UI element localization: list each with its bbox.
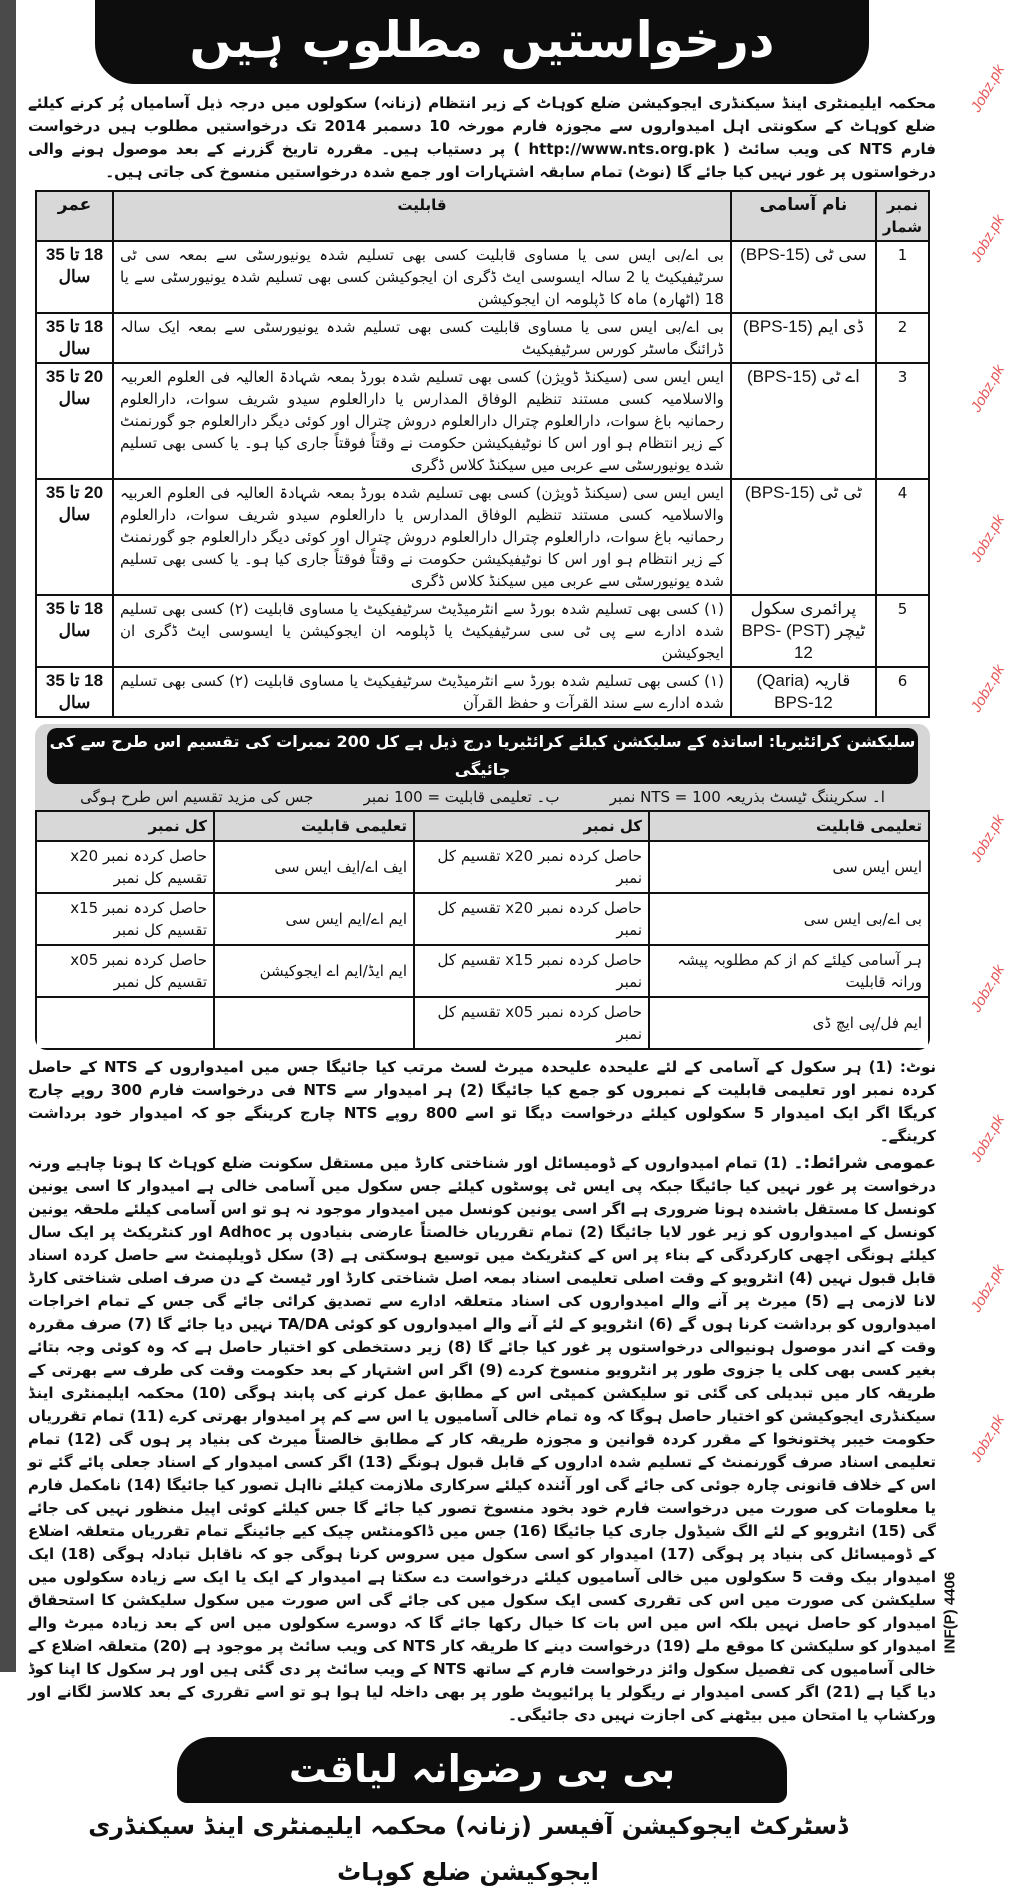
header-serial: نمبر شمار bbox=[876, 191, 929, 241]
age-range: 18 تا 35 bbox=[45, 245, 104, 264]
posts-table bbox=[35, 190, 930, 718]
header-qualification: قابلیت bbox=[113, 191, 731, 241]
age-range: 18 تا 35 bbox=[45, 317, 104, 336]
age-limit bbox=[36, 313, 113, 363]
marks-row bbox=[36, 945, 929, 997]
general-conditions-text: (1) تمام امیدواروں کے ڈومیسائل اور شناختی کارڈ میں مستقل سکونت ضلع کوہاٹ کا ہونا چاہیے ورنہ درخواست پر غور نہیں کیا جائیگا جبکہ پی ایس ٹی پوسٹوں کیلئے جس سکول میں آسامی خالی ہے امیدوار کا اسی یونین کونسل کا مستقل باشندہ ہونا ضروری ہے اگر اسی یونین کونسل میں امیدوار موجود نہ ہو تو اس آسامی کیلئے ملحقہ یونین کونسل کے امیدواروں کو زیر غور لایا جائیگا (2) تمام تقرریاں خالصتاً عارضی بنیادوں پر Adhoc اور کنٹریکٹ پر ایک سال کیلئے ہونگی اچھی کارکردگی کے بناء پر اس کے کنٹریکٹ میں توسیع ہوسکتی ہے (3) سکل ڈویلپمنٹ سے حاصل کردہ اسناد قابل قبول نہیں (4) انٹرویو کے وقت اصلی تعلیمی اسناد بمعہ اصل شناختی کارڈ اور ٹیسٹ کے دن صرف اصلی شناختی کارڈ لانا لازمی ہے (5) میرٹ پر آنے والے امیدواروں کی اسناد متعلقہ ادارے سے تصدیق کرائی جائے گی جس کے تمام اخراجات امیدواروں کو برداشت کرنا ہوں گے (6) انٹرویو کے لئے آنے والے امیدواروں کو کوئی TA/DA نہیں دیا جائے گا (7) صرف مقررہ وقت کے اندر موصول ہونیوالی درخواستوں پر غور کیا جائے گا (8) زیر دستخطی کو اختیار حاصل ہے کہ وہ کوئی وجہ بتائے بغیر کسی بھی کلی یا جزوی طور پر انٹرویو منسوخ کردے (9) اگر اس اشتہار کے بعد حکومت وقت کی طرف سے بھرتی کے طریقہ کار میں تبدیلی کی گئی تو سلیکشن کمیٹی اس کے مطابق عمل کرنے کی پابند ہوگی (10) محکمہ ایلیمنٹری اینڈ سیکنڈری ایجوکیشن کو اختیار حاصل ہوگا کہ وہ تمام خالی آسامیوں یا اس سے کم پر امیدوار بھرتی کرے (11) تمام تقرریاں حکومت خیبر پختونخوا کے مقرر کردہ قوانین و مجوزہ طریقہ کار کے مطابق خالصتاً میرٹ کی بنیاد پر ہوں گی (12) تمام تعلیمی اسناد صرف گورنمنٹ کے تسلیم شدہ اداروں کے قابل قبول ہونگے (13) اگر کسی امیدوار کے اسناد جعلی پائے گئے تو اس کے خلاف قانونی چارہ جوئی کی جائے گی اور آئندہ کیلئے سرکاری ملازمت کیلئے نااہل تصور کیا جائیگا (14) نامکمل فارم یا معلومات کی صورت میں درخواست فارم خود بخود منسوخ تصور کیا جائے گا جس کیلئے کوئی اپیل منظور نہیں کی جائے گی (15) انٹرویو کے لئے الگ شیڈول جاری کیا جائیگا (16) جس میں ڈاکومنٹس چیک کیے جائینگے تمام تقرریاں متعلقہ اضلاع کے ڈومیسائل کی بنیاد پر ہوگی (17) امیدوار کو اسی سکول میں سروس کرنا ہوگی جو کہ ناقابل تبادلہ ہوگی (18) ایک امیدوار بیک وقت 5 سکولوں میں خالی آسامیوں کیلئے درخواست دے سکتا ہے امیدوار کے ایک یا ایک سے زیادہ سکولوں میں سلیکشن کی صورت میں اس کی تقرری کسی ایک سکول میں کی جائے گی اس صورت میں سکول سلیکشن کا استحقاق امیدوار کو حاصل نہیں بلکہ اس میں اس بات کا خیال رکھا جائے گا کہ دوسرے سکولوں میں اس کے بعد زیادہ میرٹ والے امیدوار کو سلیکشن کا موقع ملے (19) درخواست دینے کا طریقہ کار NTS کی ویب سائٹ پر موجود ہے (20) متعلقہ اضلاع کے خالی آسامیوں کی تفصیل سکول وائز درخواست فارم کے ساتھ NTS کے ویب سائٹ پر دی گئی ہیں اور ہر سکول کا اپنا کوڈ دیا گیا ہے (21) اگر کسی امیدوار نے ریگولر یا پرائیویٹ طور پر بھی داخلہ لیا ہوا ہو تو اسے تقرری کے بعد کلاسز لگانے اور ورکشاپ یا امتحان میں بیٹھنے کی اجازت نہیں دی جائیگی۔ bbox=[28, 1154, 937, 1724]
age-range: 18 تا 35 bbox=[45, 599, 104, 618]
selection-criteria-box bbox=[35, 724, 930, 1050]
serial: 6 bbox=[876, 667, 929, 717]
qualification: بی اے/بی ایس سی یا مساوی قابلیت کسی بھی تسلیم شدہ یونیورسٹی سے بمعہ سی ٹی سرٹیفیکیٹ یا 2 سالہ ایسوسی ایٹ ڈگری ان ایجوکیشن کسی بھی تسلیم شدہ یونیورسٹی سے یا 18 (اٹھارہ) ماہ کا ڈپلومہ ان ایجوکیشن bbox=[113, 241, 731, 313]
watermark: Jobz.pk bbox=[967, 361, 1009, 416]
qualification bbox=[214, 997, 414, 1049]
post-name: قاریہ (Qaria) BPS-12 bbox=[731, 667, 876, 717]
serial: 5 bbox=[876, 595, 929, 667]
watermark: Jobz.pk bbox=[967, 211, 1009, 266]
watermark: Jobz.pk bbox=[967, 61, 1009, 116]
qualification: ایس ایس سی (سیکنڈ ڈویژن) کسی بھی تسلیم شدہ بورڈ بمعہ شہادۃ العالیہ فی العلوم العربیہ والاسلامیہ کسی مستند تنظیم الوفاق المدارس یا دارالعلوم سیدو شریف سوات، دارالعلوم رحمانیہ باغ سوات، دارالعلوم چترال دارالعلوم دروش چترال اور کوئی دیگر دارالعلوم جو گورنمنٹ کے زیر انتظام ہو اور اس کا نوٹیفیکیشن حکومت نے وقتاً فوقتاً جاری کیا ہو۔ یا کسی بھی تسلیم شدہ یونیورسٹی سے عربی میں سیکنڈ کلاس ڈگری bbox=[113, 363, 731, 479]
age-limit bbox=[36, 479, 113, 595]
age-unit: سال bbox=[58, 267, 91, 286]
officer-name: بی بی رضوانہ لیاقت bbox=[177, 1737, 787, 1803]
qualification: بی اے/بی ایس سی یا مساوی قابلیت کسی بھی تسلیم شدہ یونیورسٹی سے بمعہ ایک سالہ ڈرائنگ ماسٹر کورس سرٹیفیکیٹ bbox=[113, 313, 731, 363]
post-name: پرائمری سکول ٹیچر (PST) BPS-12 bbox=[731, 595, 876, 667]
age-limit bbox=[36, 595, 113, 667]
selection-criteria-title: سلیکشن کرائٹیریا: اساتذہ کے سلیکشن کیلئے کرائٹیریا درج ذیل ہے کل 200 نمبرات کی تقسیم اس طرح سے کی جائیگی bbox=[47, 728, 918, 784]
watermark: Jobz.pk bbox=[967, 811, 1009, 866]
qualification: ایم ایڈ/ایم اے ایجوکیشن bbox=[214, 945, 414, 997]
qualification: (۱) کسی بھی تسلیم شدہ بورڈ سے انٹرمیڈیٹ سرٹیفیکیٹ یا مساوی قابلیت (۲) کسی بھی تسلیم شدہ ادارے سے سند القرآت و حفظ القرآن bbox=[113, 667, 731, 717]
header-qualification: تعلیمی قابلیت bbox=[214, 811, 414, 841]
qualification: بی اے/بی ایس سی bbox=[649, 893, 929, 945]
serial: 1 bbox=[876, 241, 929, 313]
marks-row bbox=[36, 893, 929, 945]
qualification: ایس ایس سی bbox=[649, 841, 929, 893]
inf-code: INF(P) 4406 bbox=[941, 1571, 959, 1654]
formula: حاصل کردہ نمبر x05 تقسیم کل نمبر bbox=[414, 997, 649, 1049]
post-name: اے ٹی (BPS-15) bbox=[731, 363, 876, 479]
age-range: 20 تا 35 bbox=[45, 367, 104, 386]
age-range: 20 تا 35 bbox=[45, 483, 104, 502]
age-unit: سال bbox=[58, 389, 91, 408]
screening-test-marks: ا۔ سکریننگ ٹیسٹ بذریعہ NTS = 100 نمبر bbox=[609, 788, 885, 806]
age-limit bbox=[36, 667, 113, 717]
watermark: Jobz.pk bbox=[967, 1411, 1009, 1466]
table-header-row bbox=[36, 191, 929, 241]
header-post: نام آسامی bbox=[731, 191, 876, 241]
post-name: ڈی ایم (BPS-15) bbox=[731, 313, 876, 363]
table-row bbox=[36, 241, 929, 313]
intro-paragraph: محکمہ ایلیمنٹری اینڈ سیکنڈری ایجوکیشن ضلع کوہاٹ کے زیر انتظام (زنانہ) سکولوں میں درجہ ذیل آسامیاں پُر کرنے کیلئے ضلع کوہاٹ کے سکونتی اہل امیدواروں سے مجوزہ فارم مورخہ 10 دسمبر 2014 تک درخواستیں مطلوب ہیں درخواست فارم NTS کی ویب سائٹ ( http://www.nts.org.pk ) پر دستیاب ہیں۔ مقررہ تاریخ گزرنے کے بعد موصول ہونے والی درخواستوں پر غور نہیں کیا جائے گا (نوٹ) تمام سابقہ اشتہارات اور جمع شدہ درخواستیں منسوخ کی جاتی ہیں۔ bbox=[28, 94, 936, 181]
qualification: ہر آسامی کیلئے کم از کم مطلوبہ پیشہ ورانہ قابلیت bbox=[649, 945, 929, 997]
general-conditions bbox=[28, 1152, 936, 1727]
formula: حاصل کردہ نمبر x15 تقسیم کل نمبر bbox=[36, 893, 214, 945]
page-title: درخواستیں مطلوب ہیں bbox=[95, 0, 869, 84]
age-unit: سال bbox=[58, 339, 91, 358]
serial: 4 bbox=[876, 479, 929, 595]
marks-header-row bbox=[36, 811, 929, 841]
note-paragraph: نوٹ: (1) ہر سکول کے آسامی کے لئے علیحدہ علیحدہ میرٹ لسٹ مرتب کیا جائیگا جس میں امیدواروں کے NTS کے حاصل کردہ نمبر اور تعلیمی قابلیت کے نمبروں کو جمع کیا جائیگا (2) ہر امیدوار سے NTS فی درخواست فارم 300 روپے چارج کریگا اگر ایک امیدوار 5 سکولوں کیلئے درخواست دیگا تو اسے 800 روپے NTS چارج کرینگے جو کہ امیدوار خود برداشت کرینگے۔ bbox=[28, 1058, 937, 1145]
marks-table bbox=[35, 810, 930, 1050]
qualification: (۱) کسی بھی تسلیم شدہ بورڈ سے انٹرمیڈیٹ سرٹیفیکیٹ یا مساوی قابلیت (۲) کسی بھی تسلیم شدہ ادارے سے پی ٹی سی سرٹیفیکیٹ یا ڈپلومہ ان ایجوکیشن یا ایسوسی ایٹ ڈگری ان ایجوکیشن bbox=[113, 595, 731, 667]
formula: حاصل کردہ نمبر x20 تقسیم کل نمبر bbox=[414, 841, 649, 893]
age-unit: سال bbox=[58, 621, 91, 640]
table-row bbox=[36, 479, 929, 595]
header-total-marks: کل نمبر bbox=[36, 811, 214, 841]
watermark: Jobz.pk bbox=[967, 511, 1009, 566]
age-range: 18 تا 35 bbox=[45, 671, 104, 690]
post-name: سی ٹی (BPS-15) bbox=[731, 241, 876, 313]
watermark: Jobz.pk bbox=[967, 661, 1009, 716]
advertisement bbox=[28, 0, 936, 1895]
formula: حاصل کردہ نمبر x20 تقسیم کل نمبر bbox=[414, 893, 649, 945]
age-unit: سال bbox=[58, 693, 91, 712]
formula bbox=[36, 997, 214, 1049]
qualification: ایم فل/پی ایچ ڈی bbox=[649, 997, 929, 1049]
qualification: ایف اے/ایف ایس سی bbox=[214, 841, 414, 893]
officer-designation: ڈسٹرکٹ ایجوکیشن آفیسر (زنانہ) محکمہ ایلیمنٹری اینڈ سیکنڈری ایجوکیشن ضلع کوہاٹ bbox=[88, 1812, 848, 1886]
serial: 2 bbox=[876, 313, 929, 363]
marks-distribution bbox=[35, 784, 930, 810]
header-total-marks: کل نمبر bbox=[414, 811, 649, 841]
watermark: Jobz.pk bbox=[967, 961, 1009, 1016]
general-conditions-label: عمومی شرائط:۔ bbox=[793, 1153, 936, 1173]
watermark: Jobz.pk bbox=[967, 1111, 1009, 1166]
formula: حاصل کردہ نمبر x20 تقسیم کل نمبر bbox=[36, 841, 214, 893]
marks-row bbox=[36, 997, 929, 1049]
marks-row bbox=[36, 841, 929, 893]
formula: حاصل کردہ نمبر x15 تقسیم کل نمبر bbox=[414, 945, 649, 997]
age-limit bbox=[36, 241, 113, 313]
table-row bbox=[36, 363, 929, 479]
qualification: ایس ایس سی (سیکنڈ ڈویژن) کسی بھی تسلیم شدہ بورڈ بمعہ شہادۃ العالیہ فی العلوم العربیہ والاسلامیہ کسی مستند تنظیم الوفاق المدارس یا دارالعلوم سیدو شریف سوات، دارالعلوم رحمانیہ باغ سوات، دارالعلوم چترال دارالعلوم دروش چترال اور کوئی دیگر دارالعلوم جو گورنمنٹ کے زیر انتظام ہو اور اس کا نوٹیفیکیشن حکومت نے وقتاً فوقتاً جاری کیا ہو۔ یا کسی بھی تسلیم شدہ یونیورسٹی سے عربی میں سیکنڈ کلاس ڈگری bbox=[113, 479, 731, 595]
watermark: Jobz.pk bbox=[967, 1261, 1009, 1316]
qualification: ایم اے/ایم ایس سی bbox=[214, 893, 414, 945]
age-unit: سال bbox=[58, 505, 91, 524]
table-row bbox=[36, 667, 929, 717]
age-limit bbox=[36, 363, 113, 479]
header-qualification: تعلیمی قابلیت bbox=[649, 811, 929, 841]
education-marks: ب۔ تعلیمی قابلیت = 100 نمبر bbox=[363, 788, 560, 806]
left-border-strip bbox=[0, 0, 16, 1672]
distribution-note: جس کی مزید تقسیم اس طرح ہوگی bbox=[80, 788, 314, 806]
post-name: ٹی ٹی (BPS-15) bbox=[731, 479, 876, 595]
formula: حاصل کردہ نمبر x05 تقسیم کل نمبر bbox=[36, 945, 214, 997]
serial: 3 bbox=[876, 363, 929, 479]
table-row bbox=[36, 595, 929, 667]
header-age: عمر bbox=[36, 191, 113, 241]
table-row bbox=[36, 313, 929, 363]
